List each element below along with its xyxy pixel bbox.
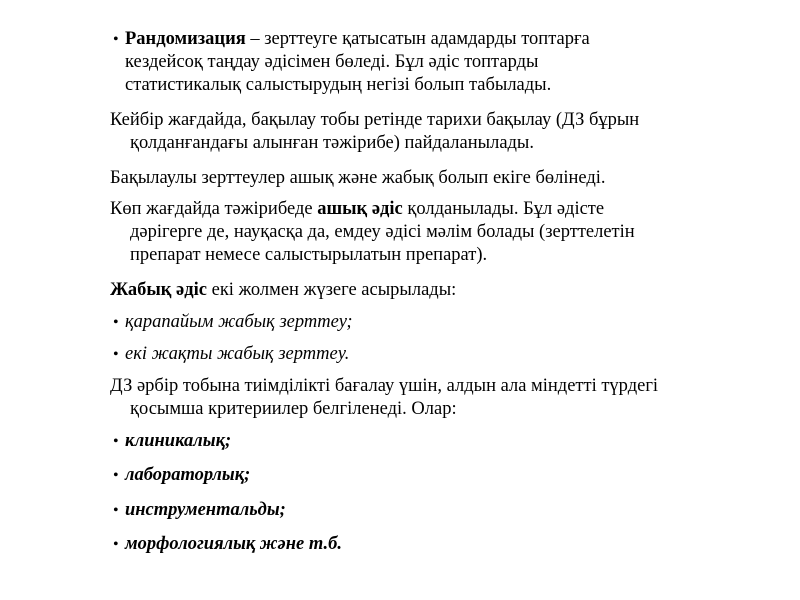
closed-method-paragraph xyxy=(110,279,770,302)
list-item xyxy=(113,499,773,522)
historical-control-paragraph xyxy=(110,109,770,155)
open-method-line-3: препарат немесе салыстырылатын препарат). xyxy=(130,245,488,265)
criteria-instrumental: инструментальды; xyxy=(125,500,286,520)
list-item xyxy=(113,464,773,487)
closed-method-term: Жабық әдіс xyxy=(110,280,207,300)
randomization-line-3: статистикалық салыстырудың негізі болып табылады. xyxy=(125,75,552,95)
list-item xyxy=(113,343,773,366)
criteria-laboratory: лабораторлық; xyxy=(125,465,251,485)
bullet-icon: • xyxy=(113,314,119,331)
controlled-studies-paragraph xyxy=(110,167,770,190)
criteria-line-2: қосымша критериилер белгіленеді. Олар: xyxy=(130,399,457,419)
double-blind-study: екі жақты жабық зерттеу. xyxy=(125,344,350,364)
historical-control-line-2: қолданғандағы алынған тәжірибе) пайдаланылады. xyxy=(130,133,534,153)
bullet-icon: • xyxy=(113,31,119,48)
open-method-paragraph xyxy=(110,198,770,267)
criteria-line-1: ДЗ әрбір тобына тиімділікті бағалау үшін, алдын ала міндетті түрдегі xyxy=(110,376,659,396)
randomization-term: Рандомизация xyxy=(125,29,246,49)
bullet-icon: • xyxy=(113,433,119,450)
controlled-studies-line: Бақылаулы зерттеулер ашық және жабық болып екіге бөлінеді. xyxy=(110,168,606,188)
bullet-icon: • xyxy=(113,502,119,519)
bullet-icon: • xyxy=(113,467,119,484)
criteria-paragraph xyxy=(110,375,770,421)
list-item xyxy=(113,533,773,556)
open-method-term: ашық әдіс xyxy=(317,199,403,219)
list-item xyxy=(113,311,773,334)
open-method-line-1-end: қолданылады. Бұл әдісте xyxy=(402,199,605,219)
list-item xyxy=(113,430,773,453)
historical-control-line-1: Кейбір жағдайда, бақылау тобы ретінде тарихи бақылау (ДЗ бұрын xyxy=(110,110,640,130)
randomization-line-2: кездейсоқ таңдау әдісімен бөледі. Бұл әдіс топтарды xyxy=(125,52,539,72)
criteria-clinical: клиникалық; xyxy=(125,431,232,451)
open-method-line-1-start: Көп жағдайда тәжірибеде xyxy=(110,199,318,219)
randomization-paragraph xyxy=(113,28,773,97)
bullet-icon: • xyxy=(113,346,119,363)
bullet-icon: • xyxy=(113,536,119,553)
criteria-morphological: морфологиялық және т.б. xyxy=(125,534,342,554)
closed-method-rest: екі жолмен жүзеге асырылады: xyxy=(206,280,457,300)
randomization-line-1: – зерттеуге қатысатын адамдарды топтарға xyxy=(245,29,590,49)
simple-blind-study: қарапайым жабық зерттеу; xyxy=(125,312,353,332)
open-method-line-2: дәрігерге де, науқасқа да, емдеу әдісі мәлім болады (зерттелетін xyxy=(130,222,635,242)
